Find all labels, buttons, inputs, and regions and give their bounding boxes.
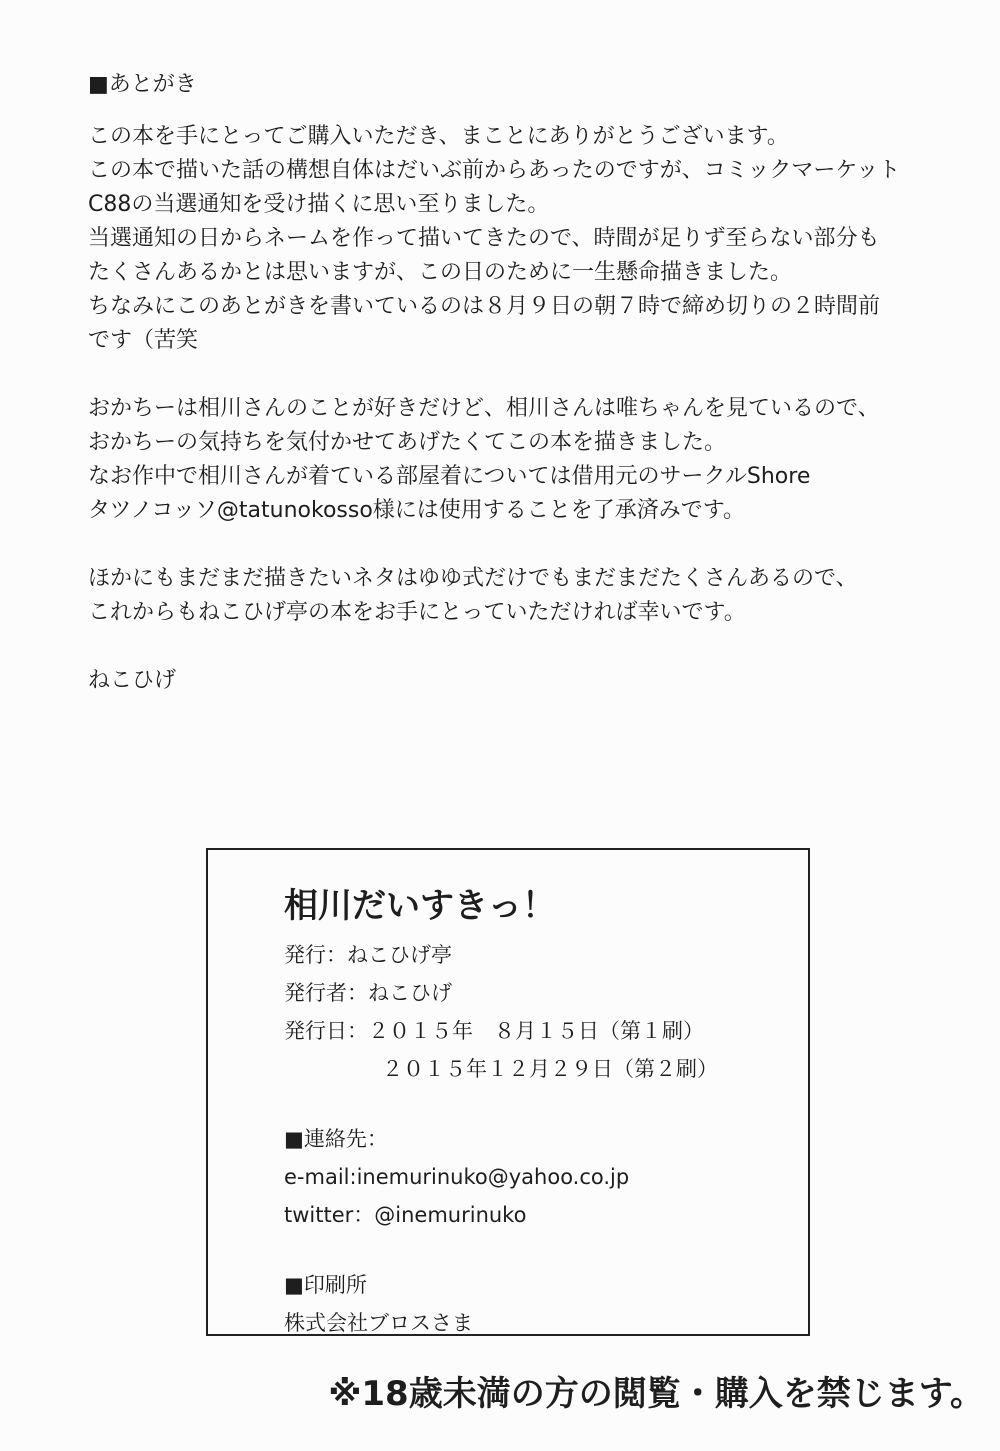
text-line: おかちーは相川さんのことが好きだけど、相川さんは唯ちゃんを見ているので、 [88,396,880,421]
paragraph-gap [88,358,988,392]
text-line: おかちーの気持ちを気付かせてあげたくてこの本を描きました。 [88,430,727,455]
afterword-signature: ねこひげ [88,668,177,693]
colophon-box [206,848,810,1336]
text-line: 当選通知の日からネームを作って描いてきたので、時間が足りず至らない部分も [88,226,880,251]
text-line: C88の当選通知を受け描くに思い至りました。 [88,192,550,217]
afterword-heading: ■あとがき [88,72,197,97]
paragraph-gap [88,528,988,562]
contact-twitter: twitter：@inemurinuko [284,1203,527,1227]
afterword-section [88,68,988,698]
contact-email: e-mail:inemurinuko@yahoo.co.jp [284,1165,630,1189]
text-line: この本で描いた話の構想自体はだいぶ前からあったのですが、コミックマーケット [88,158,901,183]
afterword-paragraph-1 [88,120,988,358]
paragraph-gap [88,630,988,664]
publisher: 発行：ねこひげ亭 [284,943,452,967]
book-title: 相川だいすきっ！ [284,886,556,926]
text-line: この本を手にとってご購入いただき、まことにありがとうございます。 [88,124,789,149]
publication-date-first: 発行日：２０１５年 ８月１５日（第１刷） [284,1019,704,1043]
text-line: ちなみにこのあとがきを書いているのは８月９日の朝７時で締め切りの２時間前 [88,294,881,319]
text-line: なお作中で相川さんが着ている部屋着については借用元のサークルShore [88,464,811,489]
issuer: 発行者：ねこひげ [284,981,452,1005]
printer-name: 株式会社ブロスさま [284,1311,473,1335]
text-line: たくさんあるかとは思いますが、この日のために一生懸命描きました。 [88,260,793,285]
contact-heading: ■連絡先： [284,1127,388,1151]
section-gap [284,1088,808,1120]
afterword-paragraph-2 [88,392,988,528]
text-line: タツノコッソ@tatunokosso様には使用することを了承済みです。 [88,498,746,523]
afterword-paragraph-3 [88,562,988,630]
age-restriction-warning: ※18歳未満の方の閲覧・購入を禁じます。 [328,1374,984,1414]
printer-heading: ■印刷所 [284,1273,367,1297]
text-line: です（苦笑 [88,328,199,353]
section-gap [284,1234,808,1266]
publication-date-second: ２０１５年１２月２９日（第２刷） [382,1057,718,1081]
text-line: ほかにもまだまだ描きたいネタはゆゆ式だけでもまだまだたくさんあるので、 [88,566,858,591]
text-line: これからもねこひげ亭の本をお手にとっていただければ幸いです。 [88,600,746,625]
